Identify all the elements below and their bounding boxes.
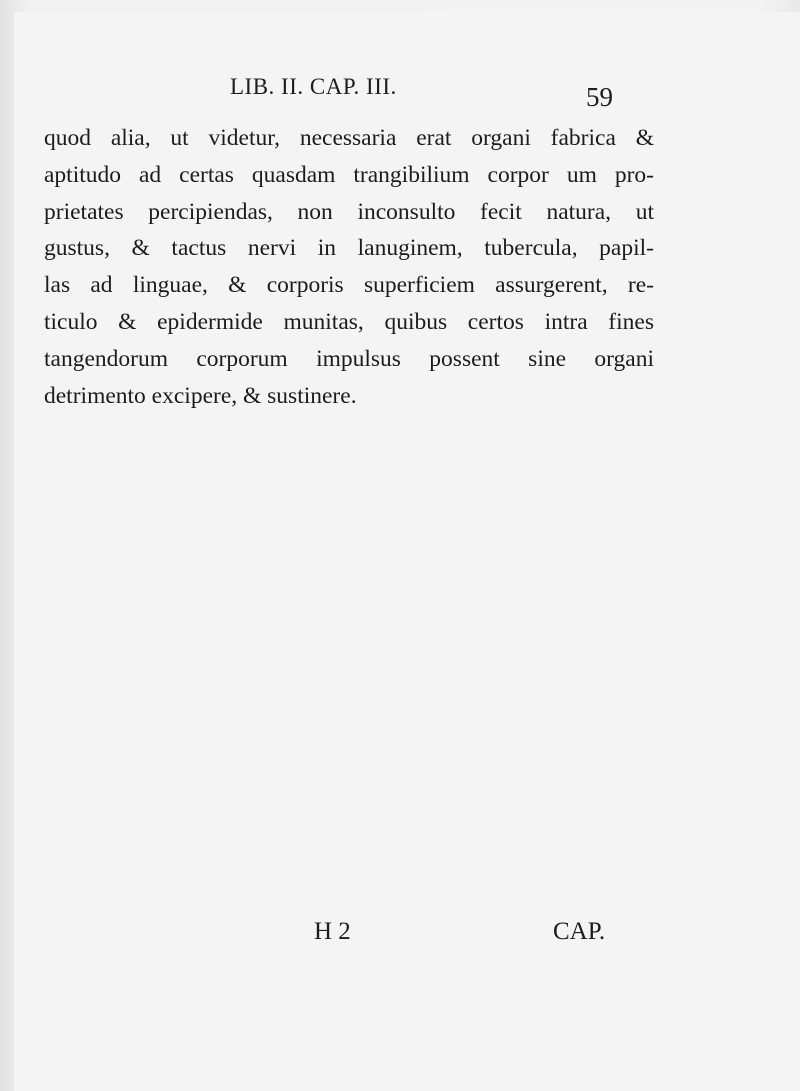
text-line: prietates percipiendas, non inconsulto fecit natura, ut (44, 198, 654, 225)
page-footer (0, 918, 800, 958)
text-line: aptitudo ad certas quasdam trangibilium corpor um pro- (44, 161, 654, 188)
catchword: CAP. (553, 918, 606, 945)
text-line: gustus, & tactus nervi in lanuginem, tubercula, papil- (44, 235, 654, 262)
page-header (230, 74, 630, 114)
text-line: las ad linguae, & corporis superficiem assurgerent, re- (44, 272, 654, 299)
text-line: tangendorum corporum impulsus possent sine organi (44, 345, 654, 372)
text-line: detrimento excipere, & sustinere. (44, 382, 357, 409)
body-text (44, 120, 654, 414)
signature-mark: H 2 (314, 918, 351, 945)
text-line: ticulo & epidermide munitas, quibus certos intra fines (44, 308, 654, 335)
text-line: quod alia, ut videtur, necessaria erat organi fabrica & (44, 125, 654, 151)
page-number: 59 (586, 82, 613, 112)
running-head: LIB. II. CAP. III. (230, 74, 397, 99)
